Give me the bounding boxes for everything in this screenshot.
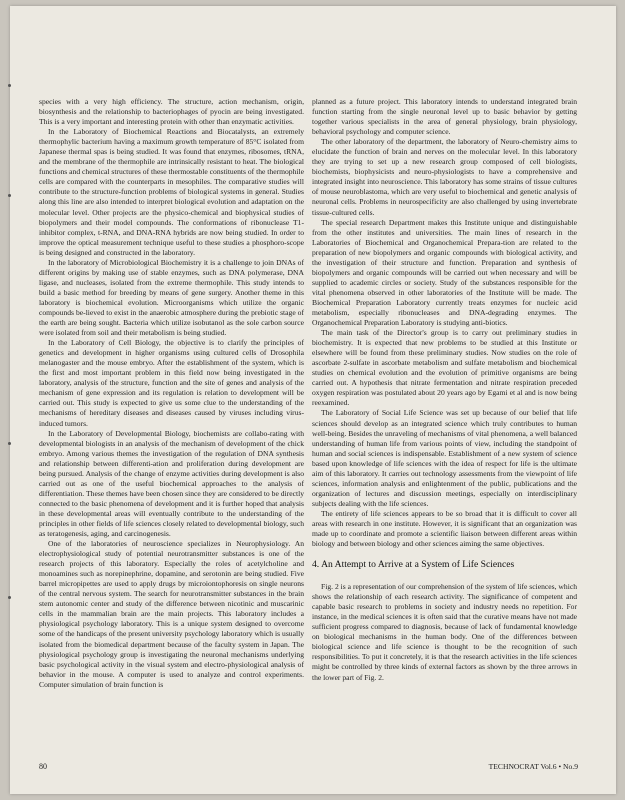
scan-mark [8, 194, 11, 197]
paragraph: In the Laboratory of Biochemical Reactions and Biocatalysts, an extremely thermophylic bacterium having a maximum growth temperature of 85°C isolated from Japanese thermal spas is being studied. It was found that enzymes, ribosomes, tRNA, and the membrane of the thermophile are intrinsically resistant to heat. The biological functions and chemical structures of these thermostable constituents of the thermophile cells are compared with the counterparts in mesophiles. The comparative studies will contribute to the structure-function problems of biological systems in general. Studies along this line are also intended to interpret biological evolution and adaptation on the molecular level. Other projects are the physico-chemical and biophysical studies of biopolymers and their model compounds. The conformations of ribonuclease T1-inhibitor complex, t-RNA, and DNA-RNA hybrids are now being studied. In order to improve the optical measurement technique useful to these studies a phosphoro-scope is being designed and constructed in the laboratory. [39, 127, 304, 257]
page-number: 80 [39, 762, 47, 771]
paragraph: planned as a future project. This laboratory intends to understand integrated brain function starting from the single neuronal level up to basic behavior by getting together various specialists in the area of general physiology, brain physiology, behavioral psychology and computer science. [312, 97, 577, 137]
paragraph: In the Laboratory of Cell Biology, the objective is to clarify the principles of genetics and development in higher organisms using cultured cells of Drosophila melanogaster and the mouse embryo. After the establishment of the system, which is the first and most important problem in this field now being investigated in the laboratory, analysis of the structure, function and the site of genes and analysis of the mechanism of gene expression and its regulation is relation to development will be carried out. This study is expected to give us some clue to the understanding of the mechanisms of hereditary diseases and diseases caused by viruses including virus-induced tumors. [39, 338, 304, 428]
paragraph: In the Laboratory of Developmental Biology, biochemists are collabo-rating with developmental biologists in an analysis of the mechanism of development of the chick embryo. Among various themes the investigation of the regulation of DNA synthesis and relationship between differenti-ation and proliferation during development are being pursued. Analysis of the change of enzyme activities during development is also carried out as one of the useful biochemical approaches to the analysis of differentiation. These themes have been chosen since they are considered to be directly connected to the basic phenomena of development and it is further hoped that analysis in these developmental areas will eventually contribute to the understanding of the principles in other fields of life sciences closely related to developmental biology, such as teratogenesis, aging, and carcinogenesis. [39, 428, 304, 539]
paragraph: One of the laboratories of neuroscience specializes in Neurophysiology. An electrophysiological study of potential neurotransmitter substances is one of the research projects of this laboratory. Especially the roles of acetylcholine and monoamines such as norepinephrine, dopamine, and serotonin are being studied. Five barrel micropipettes are used to apply drugs by microiontophoresis on single neurons of the central nervous system. The search for neurotransmitter substances in the brain stem autonomic center and study of the difference between nicotinic and muscarinic cells in the mammalian brain are the main projects. This laboratory includes a physiological psychology laboratory. This is a unique system designed to overcome some of the handicaps of the present university psychology laboratory which is usually isolated from the biomedical department because of the faculty system in Japan. The physiological psychology group is investigating the neuronal mechanisms underlying basic psychological activity in the visual system and electro-physiological analysis of behavior in the mouse. A computer is used to analyze and control experiments. Computer simulation of brain function is [39, 539, 304, 689]
paragraph: The Laboratory of Social Life Science was set up because of our belief that life sciences should develop as an integrated science which truly contributes to human well-being. Besides the unraveling of mechanisms of vital phenomena, a well balanced understanding of human life from various points of view, including the standpoint of human and social sciences is indispensable. Establishment of a new system of science based upon knowledge of life sciences with the idea of respect for life is the ultimate aim of this laboratory. It carries out technology assessments from the viewpoint of life sciences, information analysis and enlightenment of the public, publications and the organization of lectures and discussion meetings, especially on interdisciplinary subjects dealing with the life sciences. [312, 408, 577, 508]
paragraph: species with a very high efficiency. The structure, action mechanism, origin, biosynthesis and the relationship to bacteriophages of pyocin are being investigated. This is a very important and interesting protein with other than enzymatic activities. [39, 97, 304, 127]
paragraph: The special research Department makes this Institute unique and distinguishable from the other institutes and universities. The main lines of research in the Laboratories of Biochemical and Organochemical Prepara-tion are related to the preparation of new biopolymers and organic compounds with biological activity, and the investigation of their structure and function. Preparation and synthesis of biopolymers and organic compounds will be carried out when necessary and will be supplied to academic circles or society. Study of the substances responsible for the vital phenomena observed in other laboratories of the Institute will be made. The Biochemical Preparation Laboratory currently treats enzymes for nucleic acid metabolism, especially ribonucleases and DNA-degrading enzymes. The Organochemical Preparation Laboratory is studying anti-biotics. [312, 217, 577, 328]
scan-mark [8, 442, 11, 445]
document-page [10, 6, 616, 794]
scan-mark [8, 84, 11, 87]
section-heading: 4. An Attempt to Arrive at a System of Life Sciences [312, 559, 515, 571]
right-column [312, 97, 577, 683]
paragraph: In the laboratory of Microbiological Biochemistry it is a challenge to join DNAs of different origins by making use of stable enzymes, such as DNA polymerase, DNA ligase, and nucleases, isolated from the extreme thermophile. This study intends to build a basic method for breeding by means of gene surgery. Another theme in this laboratory is biochemical evolution. Microorganisms which utilize the organic compounds be-lieved to exist in the anaerobic atmosphere during the prebiotic stage of the earth are being sought. Bacteria which utilize isobutanol as the sole carbon source were isolated from soil and their metabolism is being studied. [39, 257, 304, 338]
journal-footer: TECHNOCRAT Vol.6 • No.9 [488, 762, 578, 771]
paragraph: The other laboratory of the department, the laboratory of Neuro-chemistry aims to elucidate the function of brain and nerves on the molecular level. In this laboratory they are trying to set up a new research group composed of cell biologists, biochemists, biophysicists and neuro-physiologists to have a comprehensive and integrated insight into neuroscience. This laboratory has some strains of tissue cultures of mouse neuroblastoma, which are very useful to biochemical and genetic analysis of neuronal cells. Problems in neurospecificity are also challenged by using invertebrate tissue-cultured cells. [312, 137, 577, 217]
paragraph: Fig. 2 is a representation of our comprehension of the system of life sciences, which shows the relationship of each research activity. The significance of competent and capable basic research to problems in society and industry needs no repetition. For instance, in the medical sciences it is often said that the curative means have not made sufficient progress compared to diagnosis, because of lack of fundamental knowledge on biological mechanisms in the human body. One of the differences between biological science and life science is thought to be the recognition of such responsibilities. To put it concretely, it is that the research activities in the life sciences might be controlled by three kinds of external factors as shown by the three arrows in the lower part of Fig. 2. [312, 582, 577, 682]
left-column [39, 97, 304, 690]
paragraph: The entirety of life sciences appears to be so broad that it is difficult to cover all areas with research in one institute. However, it is significant that an organization was made up to coordinate and promote a scientific liaison between different areas within biology and between biology and other sciences aiming the same objectives. [312, 508, 577, 549]
scan-mark [8, 596, 11, 599]
paragraph: The main task of the Director's group is to carry out preliminary studies in biochemistry. It is expected that new problems to be studied at this Institute or elsewhere will be found from these preliminary studies. Now studies on the role of ascorbate 2-sulfate in ascorbate metabolism and sulfate metabolism and biochemical studies on chemical evolution and the evolution of primitive organisms are being carried out. A hypothesis that nitrate fermentation and nitrate respiration preceded oxygen respiration was postulated about 20 years ago by Egami et al and is now being reexamined. [312, 328, 577, 408]
